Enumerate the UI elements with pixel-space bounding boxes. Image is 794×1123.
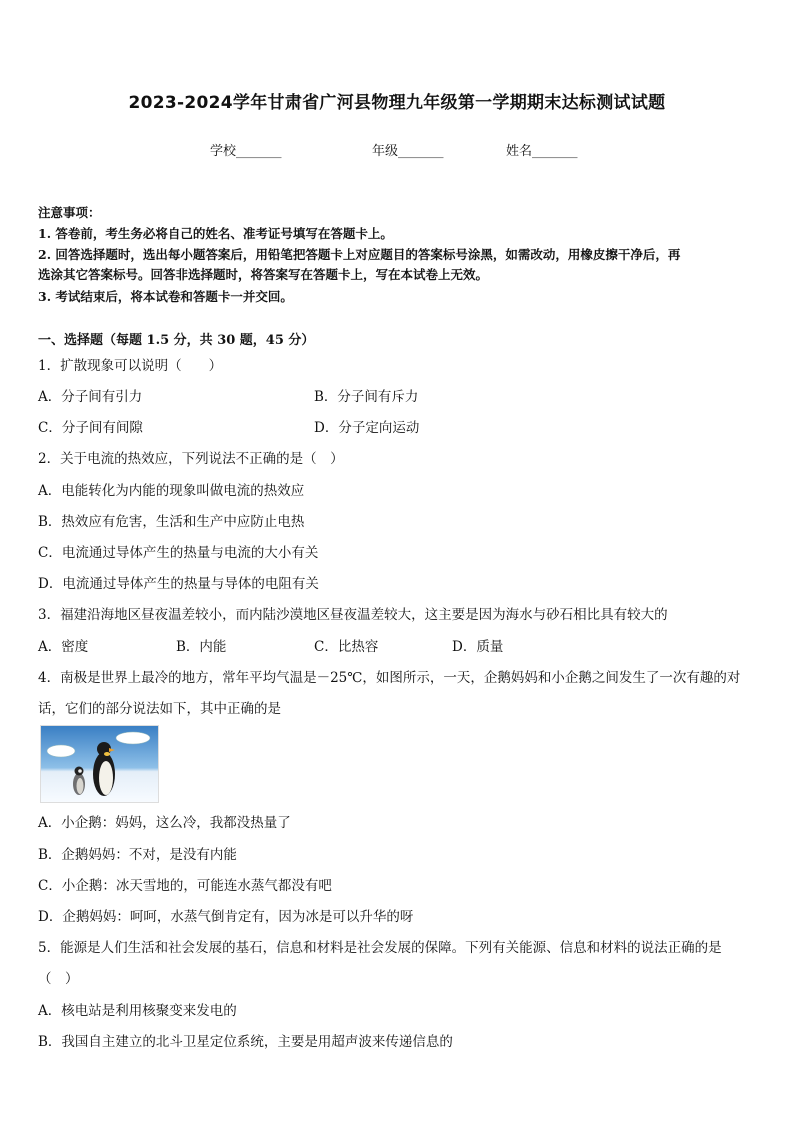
question-3-option-a: A．密度 (38, 639, 89, 655)
question-1-option-c: C．分子间有间隙 (38, 420, 143, 436)
question-2-option-b: B．热效应有危害，生活和生产中应防止电热 (38, 514, 305, 530)
question-5-stem-cont: （ ） (38, 971, 79, 987)
name-field: 姓名_______ (506, 144, 578, 159)
question-2-option-d: D．电流通过导体产生的热量与导体的电阻有关 (38, 576, 319, 592)
question-5-stem: 5．能源是人们生活和社会发展的基石，信息和材料是社会发展的保障。下列有关能源、信息和材料的说法正确的是 (38, 940, 722, 956)
question-5-option-b: B．我国自主建立的北斗卫星定位系统，主要是用超声波来传递信息的 (38, 1034, 453, 1050)
penguin-image (41, 726, 158, 802)
question-1-option-b: B．分子间有斥力 (314, 389, 419, 405)
question-3-stem: 3．福建沿海地区昼夜温差较小，而内陆沙漠地区昼夜温差较大，这主要是因为海水与砂石相比具有较大的 (38, 607, 668, 623)
question-1-stem: 1．扩散现象可以说明（ ） (38, 358, 223, 374)
question-2-option-a: A．电能转化为内能的现象叫做电流的热效应 (38, 483, 305, 499)
question-3-option-d: D．质量 (452, 639, 504, 655)
question-3-option-c: C．比热容 (314, 639, 379, 655)
notice-item-2-cont: 选涂其它答案标号。回答非选择题时，将答案写在答题卡上，写在本试卷上无效。 (38, 267, 489, 282)
page-title: 2023-2024学年甘肃省广河县物理九年级第一学期期末达标测试试题 (128, 93, 666, 113)
notice-item-2: 2. 回答选择题时，选出每小题答案后，用铅笔把答题卡上对应题目的答案标号涂黑，如需改动，用橡皮擦干净后，再 (38, 247, 681, 262)
question-4-option-a: A．小企鹅：妈妈，这么冷，我都没热量了 (38, 815, 291, 831)
notice-heading: 注意事项： (38, 205, 101, 220)
section-heading: 一、选择题（每题 1.5 分，共 30 题，45 分） (38, 333, 315, 348)
grade-field: 年级_______ (372, 144, 444, 159)
notice-item-3: 3. 考试结束后，将本试卷和答题卡一并交回。 (38, 289, 293, 304)
question-2-stem: 2．关于电流的热效应，下列说法不正确的是（ ） (38, 451, 344, 467)
notice-item-1: 1. 答卷前，考生务必将自己的姓名、准考证号填写在答题卡上。 (38, 226, 393, 241)
school-field: 学校_______ (210, 144, 282, 159)
question-2-option-c: C．电流通过导体产生的热量与电流的大小有关 (38, 545, 319, 561)
question-3-option-b: B．内能 (176, 639, 227, 655)
question-4-option-d: D．企鹅妈妈：呵呵，水蒸气倒肯定有，因为冰是可以升华的呀 (38, 909, 414, 925)
question-4-option-c: C．小企鹅：冰天雪地的，可能连水蒸气都没有吧 (38, 878, 332, 894)
question-4-stem-cont: 话，它们的部分说法如下，其中正确的是 (38, 701, 281, 717)
penguin-illustration (40, 725, 159, 803)
question-1-option-d: D．分子定向运动 (314, 420, 420, 436)
question-1-option-a: A．分子间有引力 (38, 389, 143, 405)
question-5-option-a: A．核电站是利用核聚变来发电的 (38, 1003, 237, 1019)
question-4-option-b: B．企鹅妈妈：不对，是没有内能 (38, 847, 237, 863)
question-4-stem: 4．南极是世界上最冷的地方，常年平均气温是－25℃，如图所示，一天，企鹅妈妈和小企鹅之间发生了一次有趣的对 (38, 670, 741, 686)
